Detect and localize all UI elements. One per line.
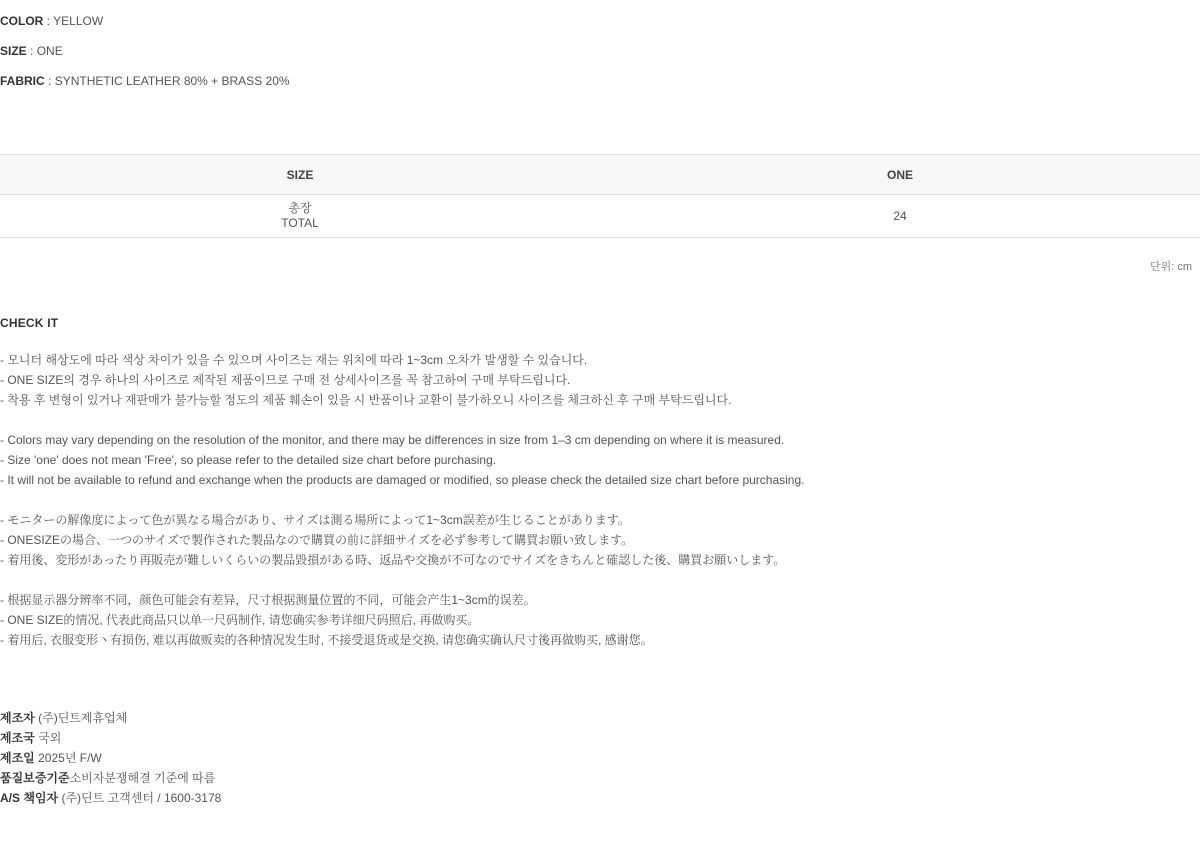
maker-value: 2025년 F/W	[38, 751, 102, 765]
spec-separator: :	[44, 74, 55, 88]
check-it-section	[0, 316, 1200, 650]
maker-value: 국외	[38, 731, 62, 745]
size-chart-header-value: ONE	[600, 155, 1200, 195]
manufacturer-info	[0, 708, 1200, 808]
note-line: - 모니터 해상도에 따라 색상 차이가 있을 수 있으며 사이즈는 재는 위치에 따라 1~3cm 오차가 발생할 수 있습니다.	[0, 353, 588, 367]
spec-key: FABRIC	[0, 74, 45, 88]
note-line: - ONE SIZE的情况, 代表此商品只以单一尺码制作, 请您确实参考详细尺码照后, 再做购买。	[0, 613, 480, 627]
maker-key: 제조자	[0, 711, 35, 725]
product-spec-list	[0, 0, 1200, 96]
maker-value: (주)딘트제휴업체	[38, 711, 128, 725]
note-line: - 着用后, 衣服变形丶有损伤, 难以再做贩卖的各种情况发生时, 不接受退货或是交换, 请您确实确认尺寸後再做购买, 感谢您。	[0, 633, 653, 647]
maker-key: 품질보증기준	[0, 771, 70, 785]
note-line: - 根据显示器分辨率不同，颜色可能会有差异，尺寸根据测量位置的不同，可能会产生1~3cm的误差。	[0, 593, 536, 607]
check-it-title: CHECK IT	[0, 316, 59, 330]
measure-value-cell: 24	[600, 195, 1200, 238]
spec-key: SIZE	[0, 44, 27, 58]
measure-label-en: TOTAL	[281, 216, 319, 230]
spec-key: COLOR	[0, 14, 44, 28]
size-chart	[0, 154, 1200, 274]
maker-key: A/S 책임자	[0, 791, 59, 805]
maker-row	[0, 708, 1200, 728]
maker-key: 제조일	[0, 751, 35, 765]
note-line: - 着用後、変形があったり再販売が難しいくらいの製品毀損がある時、返品や交換が不可なのでサイズをきちんと確認した後、購買お願いします。	[0, 553, 786, 567]
note-line: - ONESIZEの場合、一つのサイズで製作された製品なので購買の前に詳細サイズを必ず参考して購買お願い致します。	[0, 533, 634, 547]
table-header-row	[0, 155, 1200, 195]
size-chart-header-label: SIZE	[0, 155, 600, 195]
measure-label-cell	[0, 195, 600, 238]
spec-row	[0, 66, 1200, 96]
size-chart-unit-note: 단위: cm	[1149, 261, 1192, 273]
note-line: - It will not be available to refund and exchange when the products are damaged or modified, so please check the detailed size chart before purchasing.	[0, 473, 805, 487]
maker-key: 제조국	[0, 731, 35, 745]
spec-separator: :	[43, 14, 54, 28]
maker-row	[0, 788, 1200, 808]
maker-row	[0, 728, 1200, 748]
spec-row	[0, 36, 1200, 66]
spec-value: SYNTHETIC LEATHER 80% + BRASS 20%	[54, 74, 290, 88]
note-line: - 착용 후 변형이 있거나 재판매가 불가능할 정도의 제품 훼손이 있을 시 반품이나 교환이 불가하오니 사이즈를 체크하신 후 구매 부탁드립니다.	[0, 393, 732, 407]
maker-row	[0, 768, 1200, 788]
table-row	[0, 195, 1200, 238]
spec-row	[0, 6, 1200, 36]
measure-label-ko: 총장	[288, 201, 312, 215]
size-chart-table	[0, 154, 1200, 238]
maker-value: (주)딘트 고객센터 / 1600-3178	[61, 791, 222, 805]
maker-row	[0, 748, 1200, 768]
note-line: - ONE SIZE의 경우 하나의 사이즈로 제작된 제품이므로 구매 전 상세사이즈를 꼭 참고하여 구매 부탁드립니다.	[0, 373, 571, 387]
note-line: - Colors may vary depending on the resolution of the monitor, and there may be differences in size from 1–3 cm depending on where it is measured.	[0, 433, 785, 447]
note-group-chinese	[0, 590, 1200, 650]
maker-value: 소비자분쟁해결 기준에 따름	[69, 771, 216, 785]
note-line: - Size 'one' does not mean 'Free', so please refer to the detailed size chart before purchasing.	[0, 453, 497, 467]
note-line: - モニターの解像度によって色が異なる場合があり、サイズは測る場所によって1~3cm誤差が生じることがあります。	[0, 513, 630, 527]
spec-separator: :	[26, 44, 37, 58]
spec-value: ONE	[36, 44, 63, 58]
spec-value: YELLOW	[53, 14, 104, 28]
note-group-japanese	[0, 510, 1200, 570]
note-group-english	[0, 430, 1200, 490]
note-group-korean	[0, 350, 1200, 410]
